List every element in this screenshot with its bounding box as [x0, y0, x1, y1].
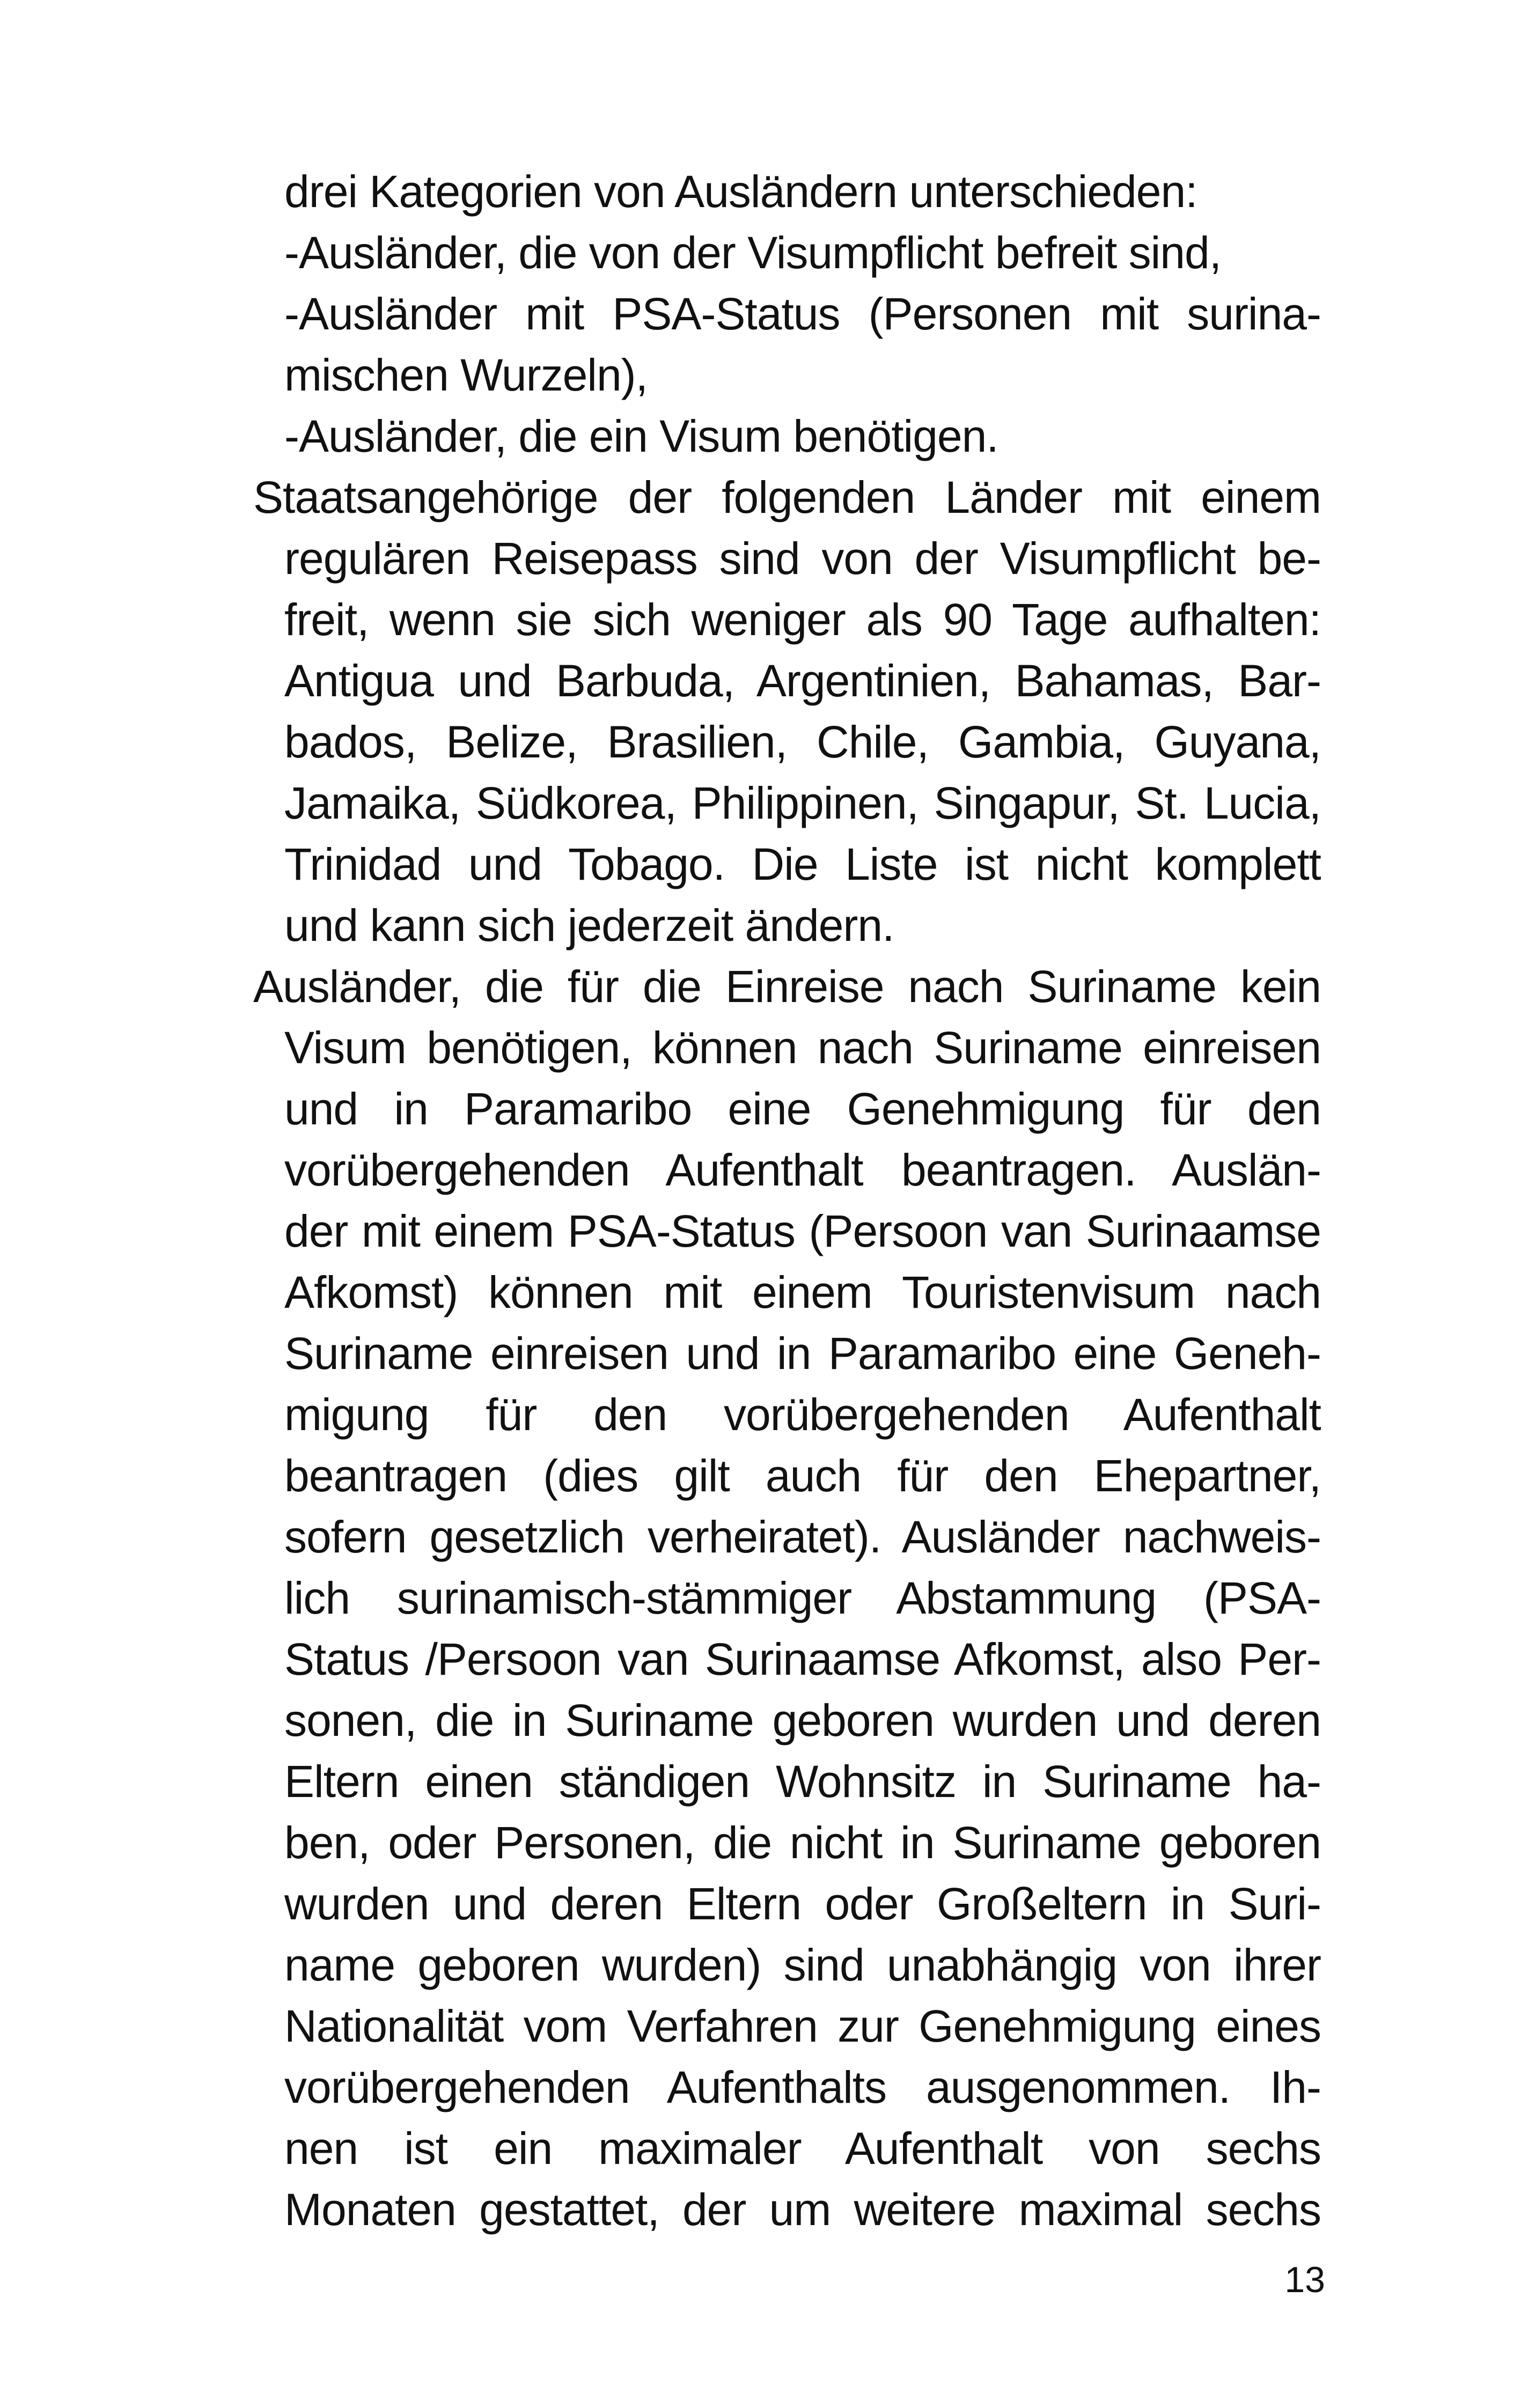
text-line: Staatsangehörige der folgenden Länder mit einem — [253, 472, 1321, 522]
text-line: Monaten gestattet, der um weitere maximal sechs — [284, 2184, 1321, 2235]
text-line: Nationalität vom Verfahren zur Genehmigung eines — [284, 2001, 1321, 2051]
text-line: Antigua und Barbuda, Argentinien, Bahamas, Bar- — [284, 656, 1321, 706]
text-line: freit, wenn sie sich weniger als 90 Tage aufhalten: — [284, 594, 1321, 645]
text-line: -Ausländer mit PSA-Status (Personen mit surina- — [284, 289, 1321, 339]
text-line: sonen, die in Suriname geboren wurden und deren — [284, 1695, 1321, 1746]
text-line: sofern gesetzlich verheiratet). Ausländer nachweis- — [284, 1512, 1321, 1562]
text-line: Jamaika, Südkorea, Philippinen, Singapur, St. Lucia, — [284, 778, 1321, 828]
text-line: der mit einem PSA-Status (Persoon van Surinaamse — [284, 1206, 1321, 1256]
text-line: ben, oder Personen, die nicht in Suriname geboren — [284, 1817, 1321, 1868]
text-line: bados, Belize, Brasilien, Chile, Gambia, Guyana, — [284, 717, 1321, 767]
text-line: regulären Reisepass sind von der Visumpflicht be- — [284, 533, 1321, 584]
text-line: mischen Wurzeln), — [284, 350, 648, 400]
body-text — [253, 161, 1321, 2240]
text-line: lich surinamisch-stämmiger Abstammung (PSA- — [284, 1573, 1321, 1623]
text-line: und in Paramaribo eine Genehmigung für den — [284, 1084, 1321, 1134]
text-line: Status /Persoon van Surinaamse Afkomst, also Per- — [284, 1634, 1321, 1684]
text-line: Afkomst) können mit einem Touristenvisum nach — [284, 1267, 1321, 1317]
text-line: Trinidad und Tobago. Die Liste ist nicht komplett — [284, 839, 1321, 889]
text-line: drei Kategorien von Ausländern unterschieden: — [284, 166, 1197, 217]
page-number: 13 — [1284, 2259, 1325, 2300]
text-line: vorübergehenden Aufenthalt beantragen. Auslän- — [284, 1145, 1321, 1195]
text-line: Eltern einen ständigen Wohnsitz in Suriname ha- — [284, 1756, 1321, 1807]
text-line: vorübergehenden Aufenthalts ausgenommen. Ih- — [284, 2062, 1321, 2112]
text-line: -Ausländer, die von der Visumpflicht befreit sind, — [284, 227, 1222, 278]
text-line: wurden und deren Eltern oder Großeltern in Suri- — [284, 1879, 1321, 1929]
text-line: Ausländer, die für die Einreise nach Suriname kein — [253, 961, 1321, 1012]
text-line: name geboren wurden) sind unabhängig von ihrer — [284, 1940, 1321, 1990]
text-line: -Ausländer, die ein Visum benötigen. — [284, 411, 998, 461]
text-line: Visum benötigen, können nach Suriname einreisen — [284, 1022, 1321, 1073]
text-line: nen ist ein maximaler Aufenthalt von sechs — [284, 2123, 1321, 2174]
text-line: migung für den vorübergehenden Aufenthalt — [284, 1389, 1321, 1440]
text-line: beantragen (dies gilt auch für den Ehepartner, — [284, 1450, 1321, 1501]
text-line: Suriname einreisen und in Paramaribo eine Geneh- — [284, 1328, 1321, 1379]
text-line: und kann sich jederzeit ändern. — [284, 900, 894, 951]
